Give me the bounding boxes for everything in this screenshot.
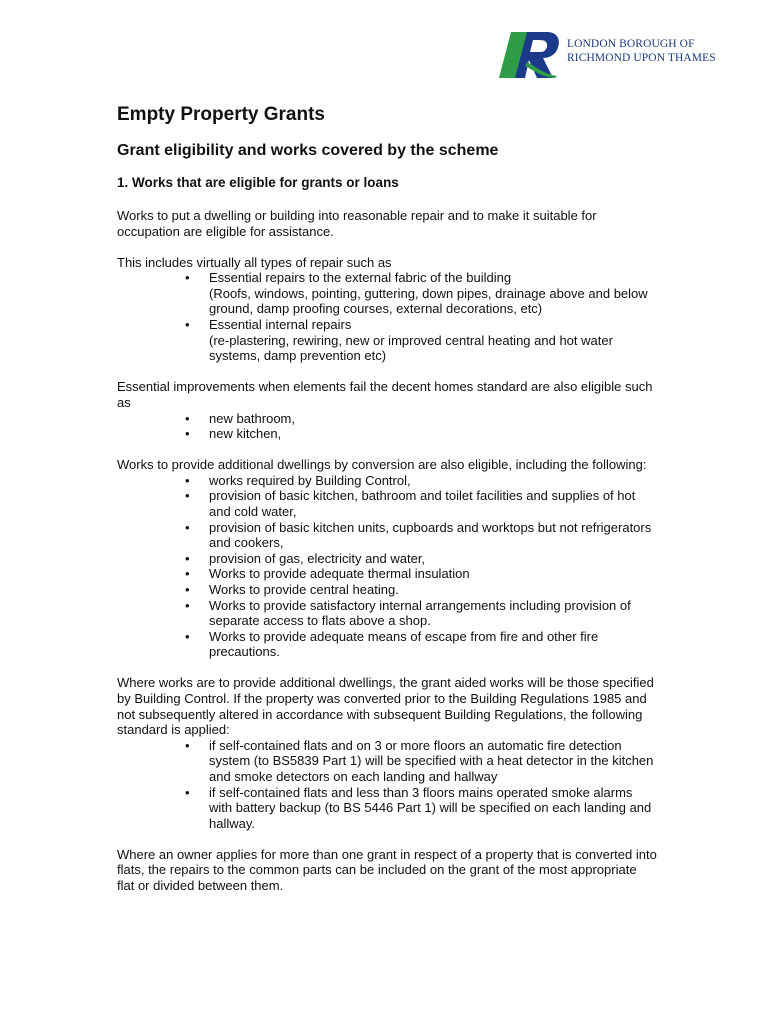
list-item — [117, 566, 657, 582]
page-subtitle: Grant eligibility and works covered by the scheme — [117, 142, 499, 159]
bullet-icon: • — [185, 488, 190, 504]
paragraph: Where an owner applies for more than one grant in respect of a property that is converted into flats, the repairs to the common parts can be included on the grant of the most appropriate flat or divided between them. — [117, 846, 657, 894]
list-item — [117, 520, 657, 551]
paragraph: Where works are to provide additional dwellings, the grant aided works will be those specified by Building Control. If the property was converted prior to the Building Regulations 1985 and not subsequently altered in accordance with subsequent Building Regulations, the following standard is applied: — [117, 675, 654, 738]
bullet-icon: • — [185, 426, 190, 442]
list-item-text: Essential internal repairs — [209, 317, 352, 333]
list-item-text: new kitchen, — [209, 426, 282, 442]
bullet-icon: • — [185, 737, 190, 753]
list-item-text: works required by Building Control, — [209, 472, 411, 488]
list-item-text: Works to provide adequate thermal insulation — [209, 566, 470, 582]
list-item-text: Works to provide satisfactory internal arrangements including provision of separate access to flats above a shop. — [209, 597, 631, 629]
bullet-icon: • — [185, 317, 190, 333]
bullet-icon: • — [185, 472, 190, 488]
list-item — [117, 785, 657, 832]
list-item-text: if self-contained flats and on 3 or more floors an automatic fire detection system (to BS5839 Part 1) will be specified with a heat detector in the kitchen and smoke detectors on each landing and hallway — [209, 737, 654, 784]
list-item — [117, 488, 657, 519]
list-item — [117, 411, 657, 427]
conversion-list — [117, 473, 657, 660]
logo-line-2: RICHMOND UPON THAMES — [567, 52, 716, 64]
list-item-text: Works to provide adequate means of escape from fire and other fire precautions. — [209, 628, 599, 660]
improvements-list — [117, 411, 657, 442]
document-body — [117, 100, 657, 894]
bullet-icon: • — [185, 784, 190, 800]
paragraph: This includes virtually all types of repair such as — [117, 254, 392, 270]
richmond-r-logo-icon — [497, 30, 563, 80]
list-item — [117, 473, 657, 489]
bullet-icon: • — [185, 566, 190, 582]
paragraph: Works to put a dwelling or building into reasonable repair and to make it suitable for occupation are eligible for assistance. — [117, 208, 597, 239]
list-item — [117, 551, 657, 567]
bullet-icon: • — [185, 410, 190, 426]
list-item-text: Works to provide central heating. — [209, 581, 399, 597]
list-item-text: provision of gas, electricity and water, — [209, 550, 426, 566]
list-item — [117, 270, 657, 317]
list-item — [117, 317, 657, 364]
list-item — [117, 426, 657, 442]
logo-line-1: LONDON BOROUGH OF — [567, 38, 695, 50]
bullet-icon: • — [185, 519, 190, 535]
list-item — [117, 629, 657, 660]
paragraph: Essential improvements when elements fail the decent homes standard are also eligible such as — [117, 379, 653, 410]
list-item — [117, 582, 657, 598]
bullet-icon: • — [185, 581, 190, 597]
list-item-text: Essential repairs to the external fabric of the building — [209, 270, 512, 286]
paragraph: Works to provide additional dwellings by conversion are also eligible, including the following: — [117, 457, 647, 473]
bullet-icon: • — [185, 628, 190, 644]
page-title: Empty Property Grants — [117, 104, 325, 125]
list-item-detail: (re-plastering, rewiring, new or improved central heating and hot water systems, damp prevention etc) — [209, 332, 613, 364]
council-logo — [497, 30, 727, 80]
standard-list — [117, 738, 657, 832]
bullet-icon: • — [185, 597, 190, 613]
list-item-text: provision of basic kitchen units, cupboards and worktops but not refrigerators and cookers, — [209, 519, 652, 551]
list-item-text: provision of basic kitchen, bathroom and toilet facilities and supplies of hot and cold water, — [209, 488, 636, 519]
bullet-icon: • — [185, 270, 190, 286]
list-item-text: if self-contained flats and less than 3 floors mains operated smoke alarms with battery backup (to BS 5446 Part 1) will be specified on each landing and hallway. — [209, 784, 652, 831]
list-item — [117, 598, 657, 629]
list-item-detail: (Roofs, windows, pointing, guttering, down pipes, drainage above and below ground, damp proofing courses, external decorations, etc) — [209, 285, 648, 317]
bullet-icon: • — [185, 550, 190, 566]
list-item — [117, 738, 657, 785]
list-item-text: new bathroom, — [209, 410, 295, 426]
section-heading: 1. Works that are eligible for grants or loans — [117, 175, 399, 190]
repairs-list — [117, 270, 657, 364]
logo-text — [567, 37, 716, 65]
